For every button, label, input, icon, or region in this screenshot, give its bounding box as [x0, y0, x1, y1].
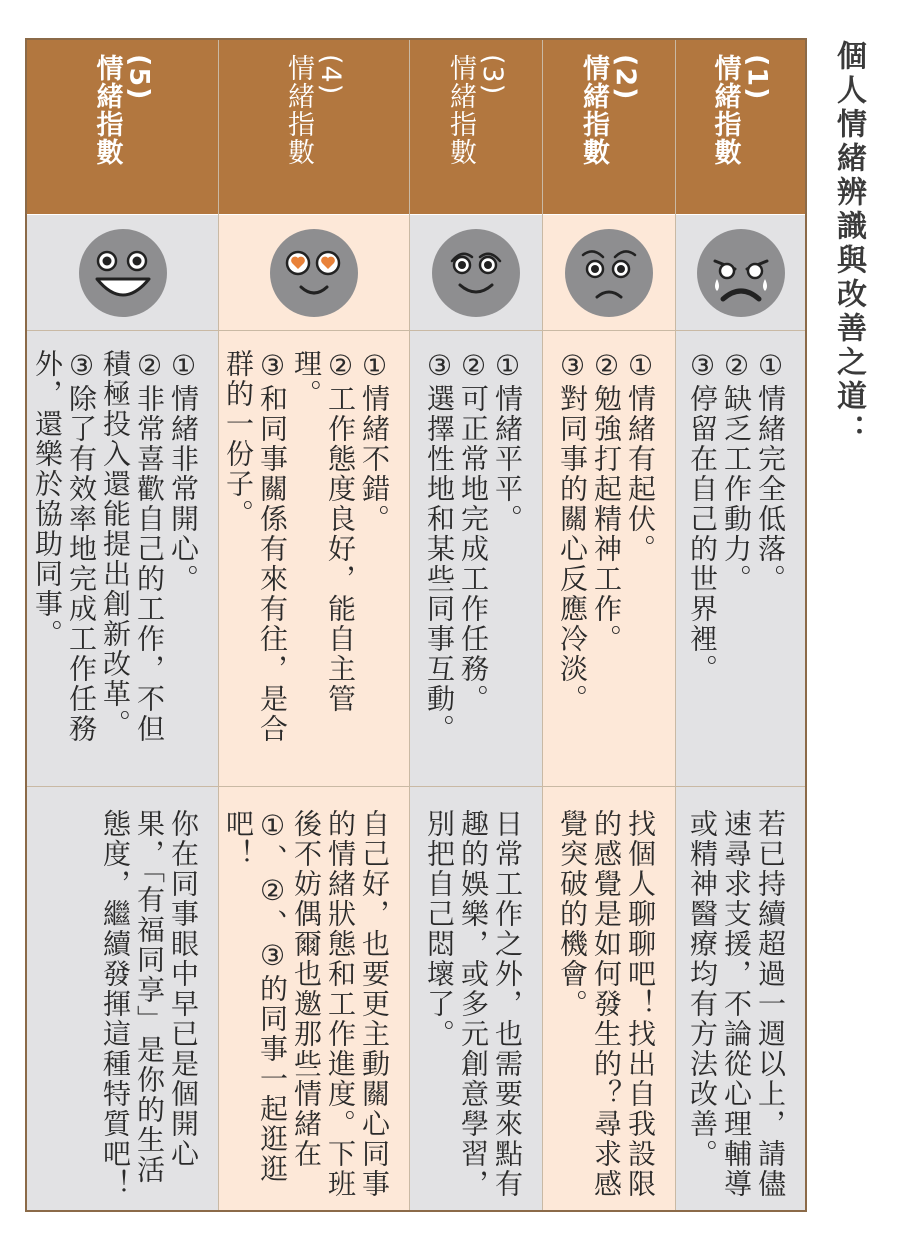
column-level-2: [542, 40, 675, 1210]
trait-2: ②可正常地完成工作任務。: [457, 349, 490, 714]
crying-face-icon: [695, 227, 787, 319]
trait-1: ①情緒不錯。: [358, 349, 391, 534]
face-cell: [543, 214, 675, 331]
heart-eyes-face-icon: [268, 227, 360, 319]
trait-2: ②非常喜歡自己的工作，不但積極投入還能提出創新改革。: [99, 349, 166, 744]
column-level-5: [27, 40, 218, 1210]
face-cell: [410, 214, 542, 331]
page-title: 個人情緒辨識與改善之道：: [831, 40, 866, 448]
column-level-4: [218, 40, 409, 1210]
advice-cell: [410, 786, 542, 1212]
level-number: (2): [610, 54, 641, 101]
traits-cell: [676, 330, 805, 786]
level-label: 情緒指數: [283, 54, 314, 166]
advice-text: 自己好，也要更主動關心同事的情緒狀態和工作進度。下班後不妨偶爾也邀那些情緒在①、②、③的同事一起逛逛吧！: [222, 809, 391, 1199]
advice-text: 日常工作之外，也需要來點有趣的娛樂，或多元創意學習，別把自己悶壞了。: [423, 809, 524, 1199]
trait-1: ①情緒完全低落。: [754, 349, 787, 594]
trait-3: ③除了有效率地完成工作任務外，還樂於協助同事。: [31, 349, 98, 744]
trait-3: ③選擇性地和某些同事互動。: [423, 349, 456, 744]
trait-1: ①情緒非常開心。: [167, 349, 200, 594]
column-header: [676, 40, 805, 214]
column-header: [219, 40, 409, 214]
level-number: (4): [315, 54, 346, 96]
trait-1: ①情緒平平。: [491, 349, 524, 534]
traits-cell: [219, 330, 409, 786]
advice-cell: [27, 786, 218, 1212]
advice-text: 你在同事眼中早已是個開心果，「有福同享」是你的生活態度，繼續發揮這種特質吧！: [99, 809, 200, 1199]
level-number: (5): [123, 54, 155, 101]
column-header: [27, 40, 218, 214]
trait-2: ②勉強打起精神工作。: [590, 349, 623, 654]
traits-cell: [410, 330, 542, 786]
trait-2: ②缺乏工作動力。: [720, 349, 753, 594]
traits-cell: [543, 330, 675, 786]
column-level-3: [409, 40, 542, 1210]
face-cell: [676, 214, 805, 331]
trait-3: ③對同事的關心反應冷淡。: [556, 349, 589, 714]
face-cell: [219, 214, 409, 331]
smile-face-icon: [430, 227, 522, 319]
level-number: (1): [741, 54, 773, 101]
trait-1: ①情緒有起伏。: [624, 349, 657, 564]
traits-cell: [27, 330, 218, 786]
face-cell: [27, 214, 218, 331]
big-grin-face-icon: [77, 227, 169, 319]
trait-3: ③和同事關係有來有往，是合群的一份子。: [222, 349, 289, 744]
worried-face-icon: [563, 227, 655, 319]
advice-text: 找個人聊聊吧！找出自我設限的感覺是如何發生的？尋求感覺突破的機會。: [556, 809, 657, 1199]
advice-cell: [219, 786, 409, 1212]
trait-2: ②工作態度良好，能自主管理。: [290, 349, 357, 714]
level-label: 情緒指數: [445, 54, 476, 166]
level-label: 情緒指數: [91, 54, 123, 166]
trait-3: ③停留在自己的世界裡。: [686, 349, 719, 684]
advice-cell: [676, 786, 805, 1212]
column-level-1: [675, 40, 805, 1210]
emotion-index-table: [25, 38, 807, 1212]
column-header: [410, 40, 542, 214]
level-label: 情緒指數: [578, 54, 609, 166]
advice-text: 若已持續超過一週以上，請儘速尋求支援，不論從心理輔導或精神醫療均有方法改善。: [686, 809, 787, 1199]
level-number: (3): [477, 54, 508, 96]
level-label: 情緒指數: [709, 54, 741, 166]
advice-cell: [543, 786, 675, 1212]
column-header: [543, 40, 675, 214]
